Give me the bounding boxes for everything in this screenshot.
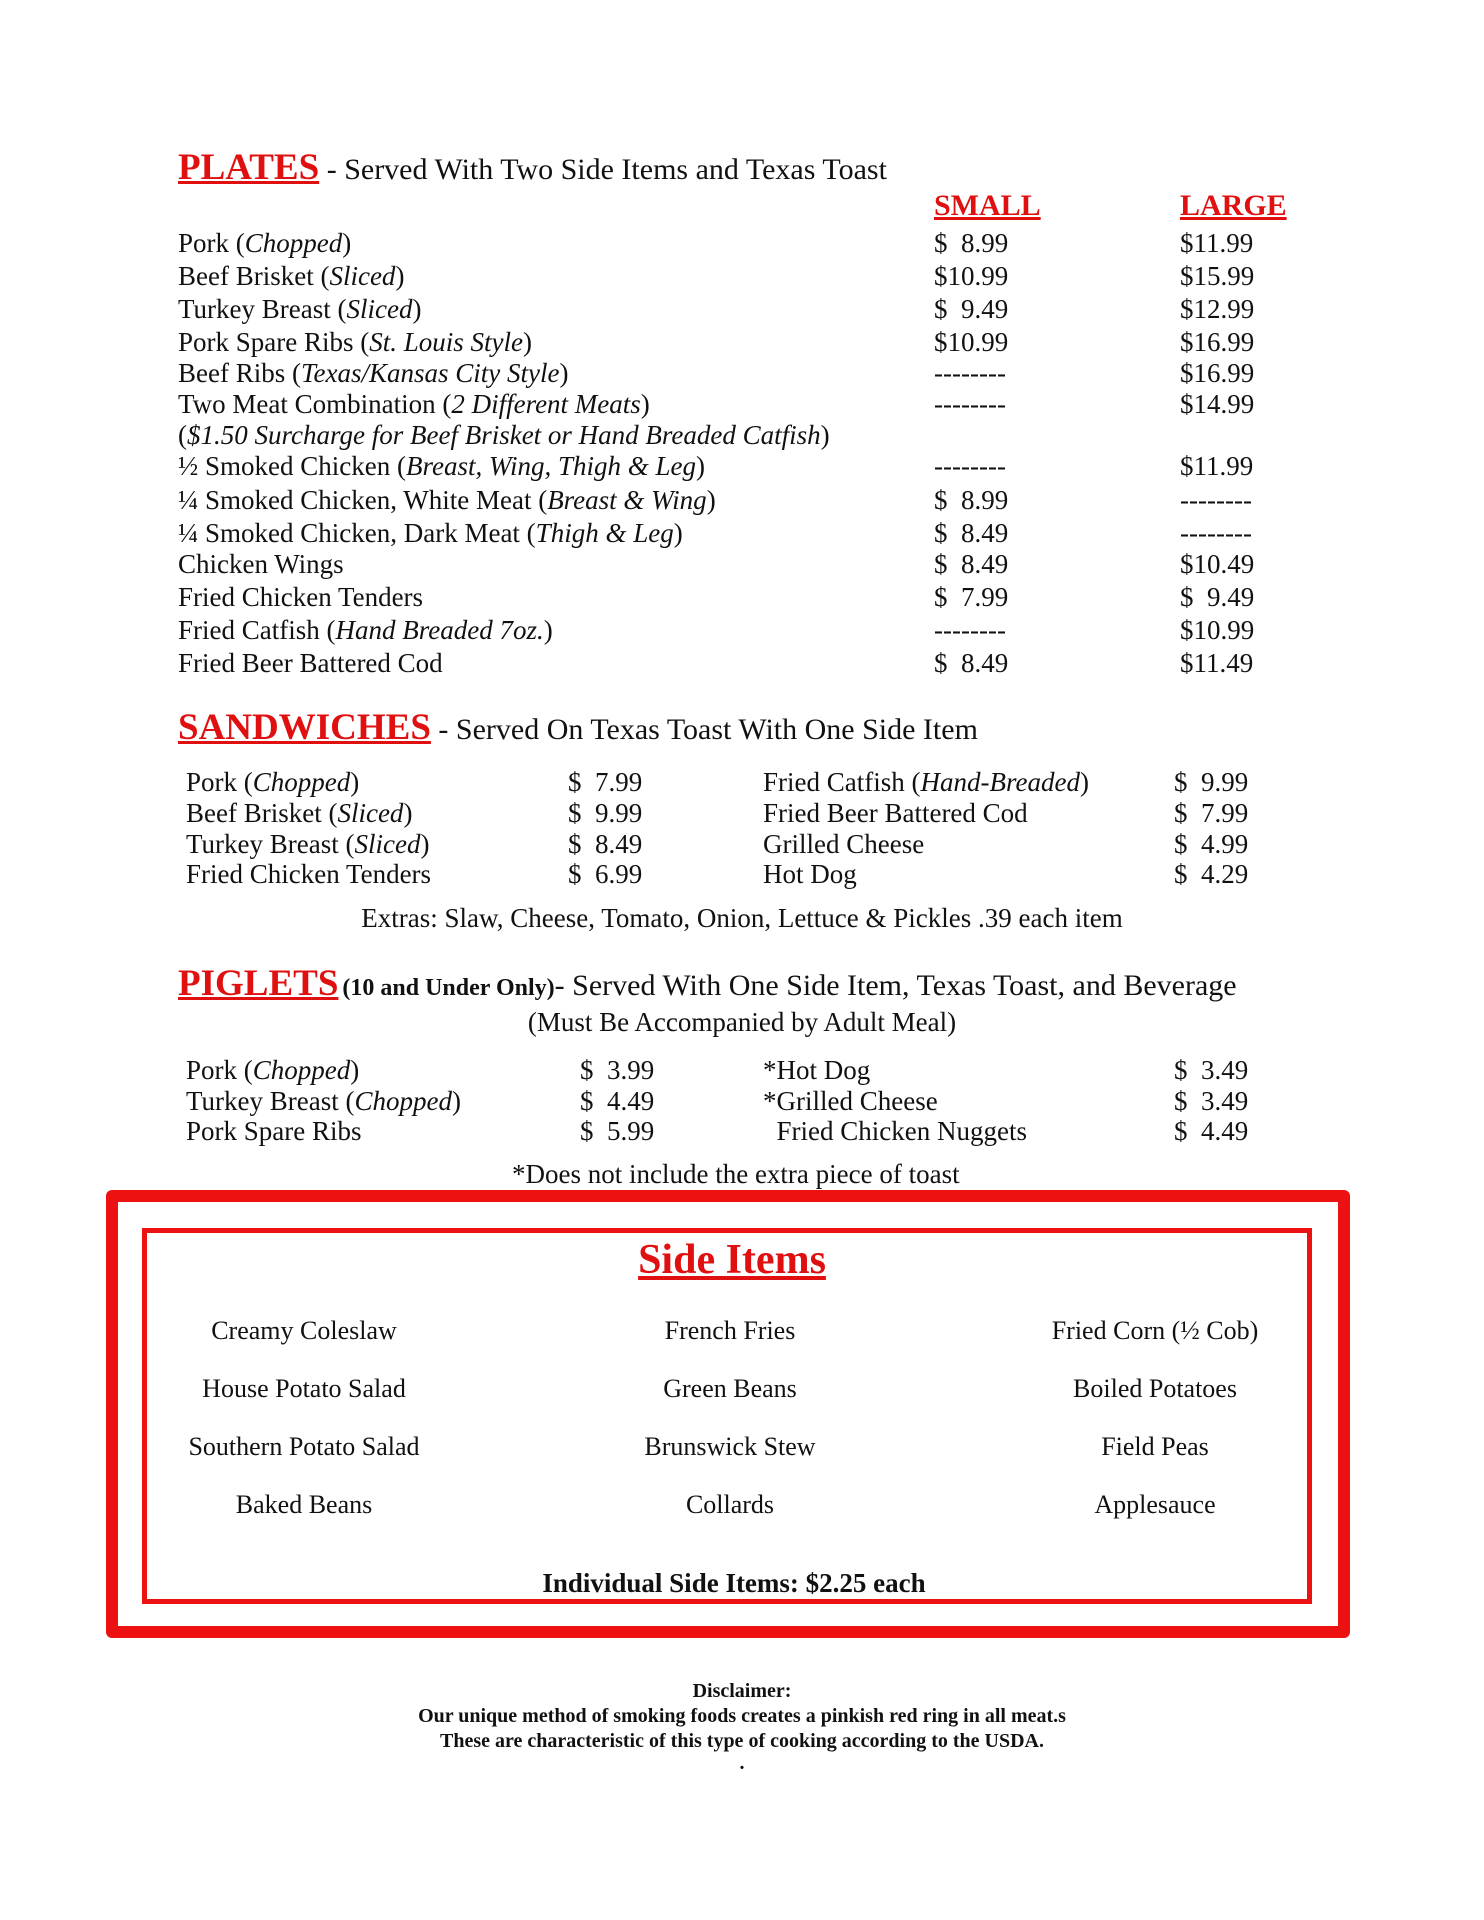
sandwich-price: $ 7.99: [568, 767, 643, 797]
piglet-price: $ 4.49: [1174, 1116, 1249, 1146]
plate-item-name: [178, 614, 553, 647]
sandwich-price: $ 6.99: [568, 859, 643, 889]
item-name: Two Meat Combination (: [178, 389, 452, 419]
plate-price-small: $ 8.99: [934, 228, 1009, 258]
sandwich-price: $ 4.29: [1174, 859, 1249, 889]
item-detail: 2 Different Meats: [451, 389, 641, 419]
piglets-requirement: (Must Be Accompanied by Adult Meal): [527, 1007, 957, 1037]
item-name: Fried Beer Battered Cod: [763, 798, 1028, 828]
disclaimer-line-2: These are characteristic of this type of cooking according to the USDA.: [440, 1730, 1044, 1752]
sandwich-item-name: [186, 797, 412, 830]
item-detail: Breast, Wing, Thigh & Leg: [405, 451, 696, 481]
plate-item-name: [178, 581, 423, 614]
piglet-price: $ 3.49: [1174, 1055, 1249, 1085]
piglets-age-note: (10 and Under Only): [342, 975, 555, 1001]
item-name: Pork Spare Ribs (: [178, 327, 370, 357]
sandwiches-title: SANDWICHES: [178, 707, 431, 748]
item-name: *Hot Dog: [763, 1055, 871, 1085]
side-item: Field Peas: [1101, 1432, 1209, 1461]
item-name: Pork (: [186, 767, 253, 797]
item-close-paren: ): [350, 1055, 360, 1085]
piglet-item-name: [186, 1054, 359, 1087]
side-item: Boiled Potatoes: [1073, 1374, 1237, 1403]
item-name: ¼ Smoked Chicken, White Meat (: [178, 485, 548, 515]
side-item: Southern Potato Salad: [188, 1432, 420, 1461]
item-detail: St. Louis Style: [369, 327, 523, 357]
item-close-paren: ): [640, 389, 650, 419]
piglet-item-name: [763, 1085, 938, 1118]
item-name: Pork (: [186, 1055, 253, 1085]
sandwich-item-name: [186, 858, 431, 891]
sandwich-item-name: [763, 766, 1089, 799]
item-detail: Chopped: [244, 228, 343, 258]
plate-price-small: --------: [934, 358, 1006, 388]
item-name: Fried Catfish (: [178, 615, 336, 645]
sandwiches-subtitle: - Served On Texas Toast With One Side Item: [430, 713, 978, 746]
item-close-paren: ): [412, 294, 422, 324]
plate-price-large: $16.99: [1180, 358, 1255, 388]
large-column-header: LARGE: [1180, 189, 1287, 222]
piglet-price: $ 4.49: [580, 1086, 655, 1116]
item-close-paren: ): [706, 485, 716, 515]
item-close-paren: ): [395, 261, 405, 291]
plate-price-large: $11.99: [1180, 451, 1254, 481]
piglet-item-name: [763, 1115, 1027, 1148]
item-detail: $1.50 Surcharge for Beef Brisket or Hand Breaded Catfish: [187, 420, 821, 450]
side-item: Collards: [685, 1490, 775, 1519]
item-close-paren: ): [342, 228, 352, 258]
item-close-paren: ): [523, 327, 532, 357]
item-detail: Sliced: [337, 798, 404, 828]
item-name: ½ Smoked Chicken (: [178, 451, 406, 481]
item-name: Beef Ribs (: [178, 358, 301, 388]
plate-price-large: --------: [1180, 518, 1252, 548]
plate-item-name: [178, 647, 443, 680]
plate-price-small: $10.99: [934, 261, 1009, 291]
side-item: French Fries: [664, 1316, 796, 1345]
plate-price-large: $15.99: [1180, 261, 1255, 291]
plates-subtitle: - Served With Two Side Items and Texas Toast: [319, 153, 887, 186]
item-detail: Chopped: [252, 767, 351, 797]
item-detail: Hand Breaded 7oz.: [335, 615, 544, 645]
item-name: Fried Catfish (: [763, 767, 921, 797]
plate-item-name: [178, 227, 351, 260]
side-item: House Potato Salad: [202, 1374, 406, 1403]
item-detail: Breast & Wing: [547, 485, 707, 515]
piglet-item-name: [186, 1085, 461, 1118]
plate-item-name: [178, 450, 705, 483]
disclaimer-line-3: .: [739, 1752, 745, 1774]
item-name: Chicken Wings: [178, 549, 344, 579]
plate-price-large: $10.99: [1180, 615, 1255, 645]
item-name: Turkey Breast (: [178, 294, 347, 324]
piglet-item-name: [763, 1054, 870, 1087]
plate-price-large: $10.49: [1180, 549, 1255, 579]
piglets-subtitle: - Served With One Side Item, Texas Toast, and Beverage: [554, 969, 1237, 1002]
plate-item-name: [178, 293, 421, 326]
sandwich-item-name: [763, 858, 857, 891]
side-item: Brunswick Stew: [644, 1432, 816, 1461]
plate-price-small: $ 9.49: [934, 294, 1009, 324]
item-name: Hot Dog: [763, 859, 857, 889]
item-detail: Sliced: [346, 294, 413, 324]
piglet-item-name: [186, 1115, 362, 1148]
item-close-paren: ): [696, 451, 705, 481]
item-close-paren: ): [420, 829, 430, 859]
piglets-footnote: *Does not include the extra piece of toast: [512, 1159, 960, 1189]
plates-title: PLATES: [178, 147, 320, 188]
piglet-price: $ 3.49: [1174, 1086, 1249, 1116]
item-close-paren: ): [673, 518, 683, 548]
sandwiches-header: [178, 706, 978, 749]
side-item: Creamy Coleslaw: [211, 1316, 397, 1345]
plate-price-large: $14.99: [1180, 389, 1255, 419]
sandwich-extras-note: Extras: Slaw, Cheese, Tomato, Onion, Lettuce & Pickles .39 each item: [361, 903, 1123, 933]
disclaimer-line-1: Our unique method of smoking foods creates a pinkish red ring in all meat.s: [418, 1705, 1066, 1727]
sandwich-price: $ 4.99: [1174, 829, 1249, 859]
plate-price-small: $ 8.99: [934, 485, 1009, 515]
plate-price-large: $ 9.49: [1180, 582, 1255, 612]
small-column-header: SMALL: [934, 189, 1041, 222]
plate-price-small: $ 8.49: [934, 518, 1009, 548]
sandwich-price: $ 7.99: [1174, 798, 1249, 828]
item-detail: Texas/Kansas City Style: [300, 358, 560, 388]
item-close-paren: ): [403, 798, 413, 828]
side-item: Applesauce: [1094, 1490, 1216, 1519]
item-name: Beef Brisket (: [178, 261, 330, 291]
item-name: Turkey Breast (: [186, 829, 355, 859]
plate-item-name: [178, 357, 569, 390]
item-name: Grilled Cheese: [763, 829, 925, 859]
item-detail: Hand-Breaded: [920, 767, 1080, 797]
item-name: Pork Spare Ribs: [186, 1116, 362, 1146]
plate-item-name: [178, 517, 683, 550]
item-close-paren: ): [1079, 767, 1089, 797]
side-item: Baked Beans: [235, 1490, 373, 1519]
item-close-paren: ): [559, 358, 569, 388]
side-items-price: Individual Side Items: $2.25 each: [542, 1568, 926, 1598]
plate-item-name: [178, 260, 404, 293]
plate-price-large: $16.99: [1180, 327, 1255, 357]
plates-header: [178, 146, 887, 189]
sandwich-item-name: [186, 828, 429, 861]
plate-item-name: [178, 388, 650, 421]
sandwich-price: $ 9.99: [1174, 767, 1249, 797]
sandwich-price: $ 9.99: [568, 798, 643, 828]
piglets-title: PIGLETS: [178, 963, 339, 1004]
plate-price-small: --------: [934, 389, 1006, 419]
plate-price-small: --------: [934, 451, 1006, 481]
item-name: Fried Beer Battered Cod: [178, 648, 443, 678]
sandwich-item-name: [186, 766, 359, 799]
side-item: Fried Corn (½ Cob): [1051, 1316, 1259, 1345]
plate-price-large: $11.49: [1180, 648, 1254, 678]
sandwich-item-name: [763, 828, 924, 861]
plate-item-name: [178, 419, 830, 452]
plate-price-large: $11.99: [1180, 228, 1254, 258]
item-close-paren: ): [820, 420, 830, 450]
item-name: Beef Brisket (: [186, 798, 338, 828]
plate-price-large: $12.99: [1180, 294, 1255, 324]
item-close-paren: ): [452, 1086, 461, 1116]
item-name: Fried Chicken Tenders: [186, 859, 432, 889]
sandwich-price: $ 8.49: [568, 829, 643, 859]
item-name: Pork (: [178, 228, 245, 258]
item-name: *Grilled Cheese: [763, 1086, 938, 1116]
item-detail: Sliced: [354, 829, 421, 859]
plate-price-small: --------: [934, 615, 1006, 645]
plate-item-name: [178, 326, 532, 359]
item-name: Fried Chicken Nuggets: [763, 1116, 1027, 1146]
side-items-inner-border: [142, 1228, 1312, 1604]
item-name: Turkey Breast (: [186, 1086, 355, 1116]
sandwich-item-name: [763, 797, 1028, 830]
side-items-title: Side Items: [638, 1237, 826, 1283]
piglets-header: [178, 962, 1237, 1005]
item-name: Fried Chicken Tenders: [178, 582, 424, 612]
plate-item-name: [178, 548, 344, 581]
plate-price-small: $ 8.49: [934, 549, 1009, 579]
plate-price-small: $10.99: [934, 327, 1009, 357]
item-detail: Chopped: [252, 1055, 351, 1085]
item-name: ¼ Smoked Chicken, Dark Meat (: [178, 518, 536, 548]
item-name: (: [178, 420, 187, 450]
piglet-price: $ 3.99: [580, 1055, 655, 1085]
item-detail: Chopped: [354, 1086, 452, 1116]
plate-item-name: [178, 484, 716, 517]
side-item: Green Beans: [663, 1374, 797, 1403]
plate-price-small: $ 8.49: [934, 648, 1009, 678]
plate-price-large: --------: [1180, 485, 1252, 515]
disclaimer-heading: Disclaimer:: [692, 1680, 792, 1702]
piglet-price: $ 5.99: [580, 1116, 655, 1146]
item-close-paren: ): [350, 767, 360, 797]
item-detail: Sliced: [329, 261, 396, 291]
item-close-paren: ): [543, 615, 553, 645]
item-detail: Thigh & Leg: [535, 518, 674, 548]
plate-price-small: $ 7.99: [934, 582, 1009, 612]
